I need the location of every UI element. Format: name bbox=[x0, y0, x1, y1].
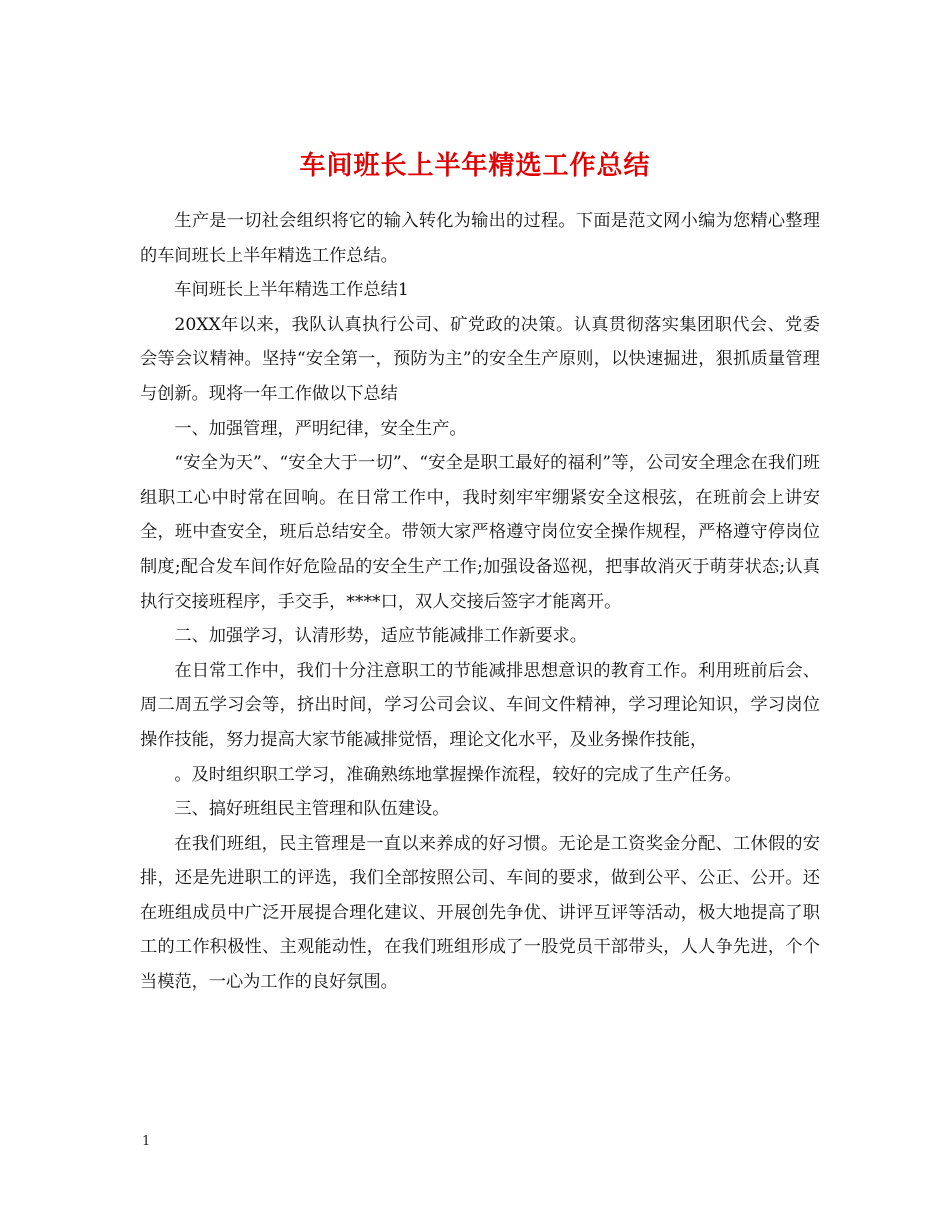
paragraph-overview: 20XX年以来，我队认真执行公司、矿党政的决策。认真贯彻落实集团职代会、党委会等会议精神。坚持“安全第一，预防为主”的安全生产原则，以快速掘进，狠抓质量管理与创新。现将一年工作做以下总结 bbox=[140, 314, 820, 404]
section-heading-2: 二、加强学习，认清形势，适应节能减排工作新要求。 bbox=[174, 626, 587, 647]
document-body bbox=[140, 204, 820, 1000]
document-title: 车间班长上半年精选工作总结 bbox=[299, 151, 651, 182]
paragraph-management: 在我们班组，民主管理是一直以来养成的好习惯。无论是工资奖金分配、工休假的安排，还是先进职工的评选，我们全部按照公司、车间的要求，做到公平、公正、公开。还在班组成员中广泛开展提合理化建议、开展创先争优、讲评互评等活动，极大地提高了职工的工作积极性、主观能动性，在我们班组形成了一股党员干部带头，人人争先进，个个当模范，一心为工作的良好氛围。 bbox=[140, 833, 820, 993]
paragraph-subtitle: 车间班长上半年精选工作总结1 bbox=[174, 280, 409, 301]
section-heading-1: 一、加强管理，严明纪律，安全生产。 bbox=[174, 418, 467, 439]
paragraph-training: 。及时组织职工学习，准确熟练地掌握操作流程，较好的完成了生产任务。 bbox=[174, 764, 742, 785]
page-number: 1 bbox=[142, 1134, 151, 1149]
paragraph-safety: “安全为天”、“安全大于一切”、“安全是职工最好的福利”等，公司安全理念在我们班组职工心中时常在回响。在日常工作中，我时刻牢牢绷紧安全这根弦，在班前会上讲安全，班中查安全，班后总结安全。带领大家严格遵守岗位安全操作规程，严格遵守停岗位制度;配合发车间作好危险品的安全生产工作;加强设备巡视，把事故消灭于萌芽状态;认真执行交接班程序，手交手，****口，双人交接后签字才能离开。 bbox=[140, 453, 820, 612]
section-heading-3: 三、搞好班组民主管理和队伍建设。 bbox=[174, 799, 450, 820]
paragraph-intro: 生产是一切社会组织将它的输入转化为输出的过程。下面是范文网小编为您精心整理的车间班长上半年精选工作总结。 bbox=[140, 211, 820, 266]
paragraph-learning: 在日常工作中，我们十分注意职工的节能减排思想意识的教育工作。利用班前后会、周二周五学习会等，挤出时间，学习公司会议、车间文件精神，学习理论知识，学习岗位操作技能，努力提高大家节能减排觉悟，理论文化水平，及业务操作技能， bbox=[140, 660, 820, 750]
